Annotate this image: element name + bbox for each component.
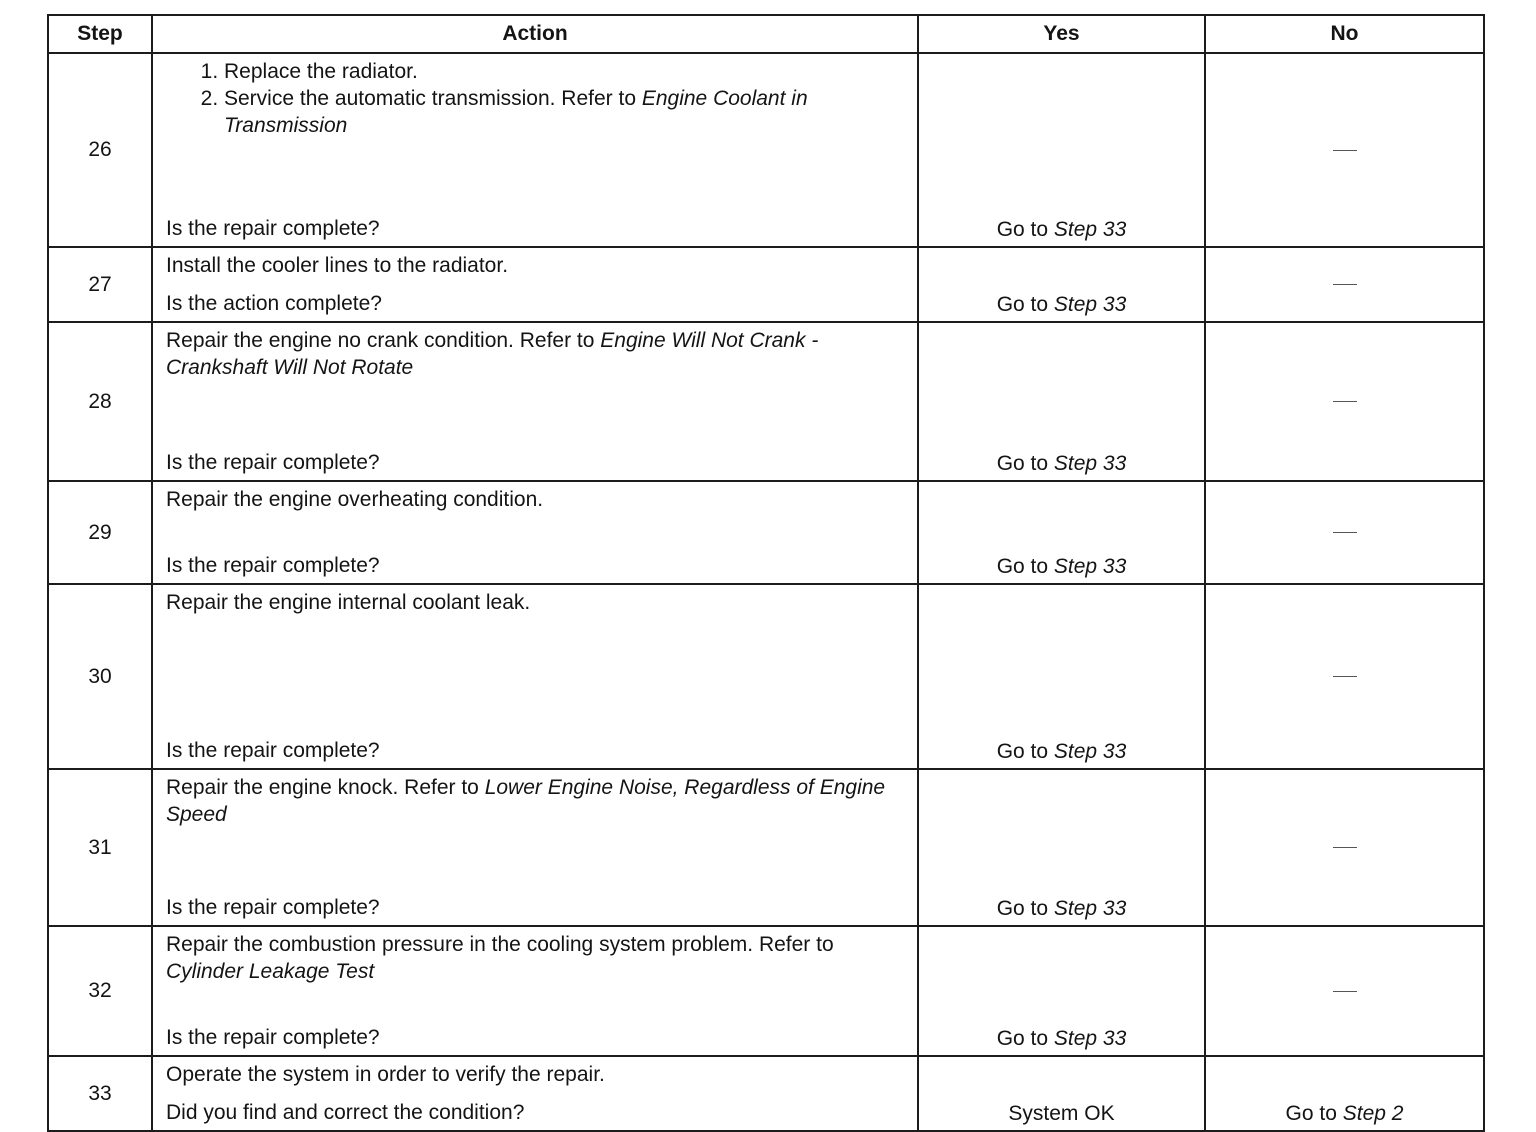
step-number: 30: [48, 584, 152, 769]
step-number: 33: [48, 1056, 152, 1131]
yes-cell: [918, 53, 1205, 247]
action-question: Did you find and correct the condition?: [166, 1101, 525, 1124]
action-question: Is the action complete?: [166, 292, 382, 315]
action-reference-link[interactable]: Lower Engine Noise, Regardless of Engine Speed: [166, 776, 886, 826]
yes-cell: [918, 769, 1205, 926]
action-reference-link[interactable]: Engine Will Not Crank - Crankshaft Will Not Rotate: [166, 329, 819, 379]
action-text: Repair the engine internal coolant leak.: [166, 591, 531, 614]
action-reference-link[interactable]: Engine Coolant in Transmission: [224, 87, 808, 137]
no-step-link[interactable]: Step 2: [1342, 1102, 1404, 1125]
step-number: 28: [48, 322, 152, 481]
header-step: Step: [48, 15, 152, 53]
yes-step-link[interactable]: Step 33: [1053, 1027, 1127, 1050]
yes-text: System OK: [1008, 1102, 1115, 1125]
table-row: [48, 53, 1484, 247]
step-number: 31: [48, 769, 152, 926]
action-cell: [152, 926, 918, 1056]
action-question: Is the repair complete?: [166, 217, 380, 240]
yes-text: Go to: [996, 1027, 1054, 1050]
no-text: Go to: [1285, 1102, 1343, 1125]
action-list: [166, 58, 907, 139]
no-dash: [1333, 991, 1357, 992]
header-row: [48, 15, 1484, 53]
yes-step-link[interactable]: Step 33: [1053, 555, 1127, 578]
no-cell: [1205, 247, 1484, 322]
action-question: Is the repair complete?: [166, 739, 380, 762]
no-cell: [1205, 926, 1484, 1056]
no-cell: [1205, 481, 1484, 584]
action-text: Repair the engine knock. Refer to: [166, 776, 485, 799]
yes-cell: [918, 1056, 1205, 1131]
action-list-item: [224, 85, 907, 139]
no-dash: [1333, 676, 1357, 677]
action-cell: [152, 247, 918, 322]
action-question: Is the repair complete?: [166, 554, 380, 577]
no-dash: [1333, 284, 1357, 285]
step-number: 27: [48, 247, 152, 322]
step-number: 29: [48, 481, 152, 584]
no-dash: [1333, 401, 1357, 402]
action-text: Operate the system in order to verify the repair.: [166, 1063, 605, 1086]
action-question: Is the repair complete?: [166, 451, 380, 474]
yes-cell: [918, 481, 1205, 584]
yes-cell: [918, 322, 1205, 481]
no-cell: [1205, 769, 1484, 926]
header-action: Action: [152, 15, 918, 53]
yes-step-link[interactable]: Step 33: [1053, 452, 1127, 475]
action-cell: [152, 481, 918, 584]
no-dash: [1333, 532, 1357, 533]
table-row: [48, 481, 1484, 584]
table-row: [48, 769, 1484, 926]
yes-text: Go to: [996, 452, 1054, 475]
no-cell: [1205, 322, 1484, 481]
action-cell: [152, 322, 918, 481]
table-row: [48, 1056, 1484, 1131]
yes-step-link[interactable]: Step 33: [1053, 293, 1127, 316]
no-dash: [1333, 150, 1357, 151]
action-cell: [152, 53, 918, 247]
no-dash: [1333, 847, 1357, 848]
yes-text: Go to: [996, 897, 1054, 920]
table-row: [48, 247, 1484, 322]
action-cell: [152, 769, 918, 926]
action-text: Replace the radiator.: [224, 60, 418, 83]
yes-step-link[interactable]: Step 33: [1053, 897, 1127, 920]
action-question: Is the repair complete?: [166, 1026, 380, 1049]
action-cell: [152, 1056, 918, 1131]
no-cell: [1205, 584, 1484, 769]
yes-cell: [918, 247, 1205, 322]
action-text: Repair the engine no crank condition. Refer to: [166, 329, 601, 352]
action-cell: [152, 584, 918, 769]
no-cell: [1205, 53, 1484, 247]
action-text: Service the automatic transmission. Refer to: [224, 87, 642, 110]
yes-step-link[interactable]: Step 33: [1053, 740, 1127, 763]
header-no: No: [1205, 15, 1484, 53]
table-row: [48, 322, 1484, 481]
yes-cell: [918, 584, 1205, 769]
action-question: Is the repair complete?: [166, 896, 380, 919]
yes-text: Go to: [996, 293, 1054, 316]
diagnostic-table: [47, 14, 1485, 1132]
no-cell: [1205, 1056, 1484, 1131]
yes-text: Go to: [996, 555, 1054, 578]
table-row: [48, 926, 1484, 1056]
step-number: 26: [48, 53, 152, 247]
action-reference-link[interactable]: Cylinder Leakage Test: [166, 960, 375, 983]
action-list-item: [224, 58, 907, 85]
yes-text: Go to: [996, 740, 1054, 763]
yes-cell: [918, 926, 1205, 1056]
table-row: [48, 584, 1484, 769]
yes-step-link[interactable]: Step 33: [1053, 218, 1127, 241]
yes-text: Go to: [996, 218, 1054, 241]
action-text: Repair the combustion pressure in the cooling system problem. Refer to: [166, 933, 834, 956]
header-yes: Yes: [918, 15, 1205, 53]
step-number: 32: [48, 926, 152, 1056]
action-text: Install the cooler lines to the radiator.: [166, 254, 509, 277]
action-text: Repair the engine overheating condition.: [166, 488, 544, 511]
